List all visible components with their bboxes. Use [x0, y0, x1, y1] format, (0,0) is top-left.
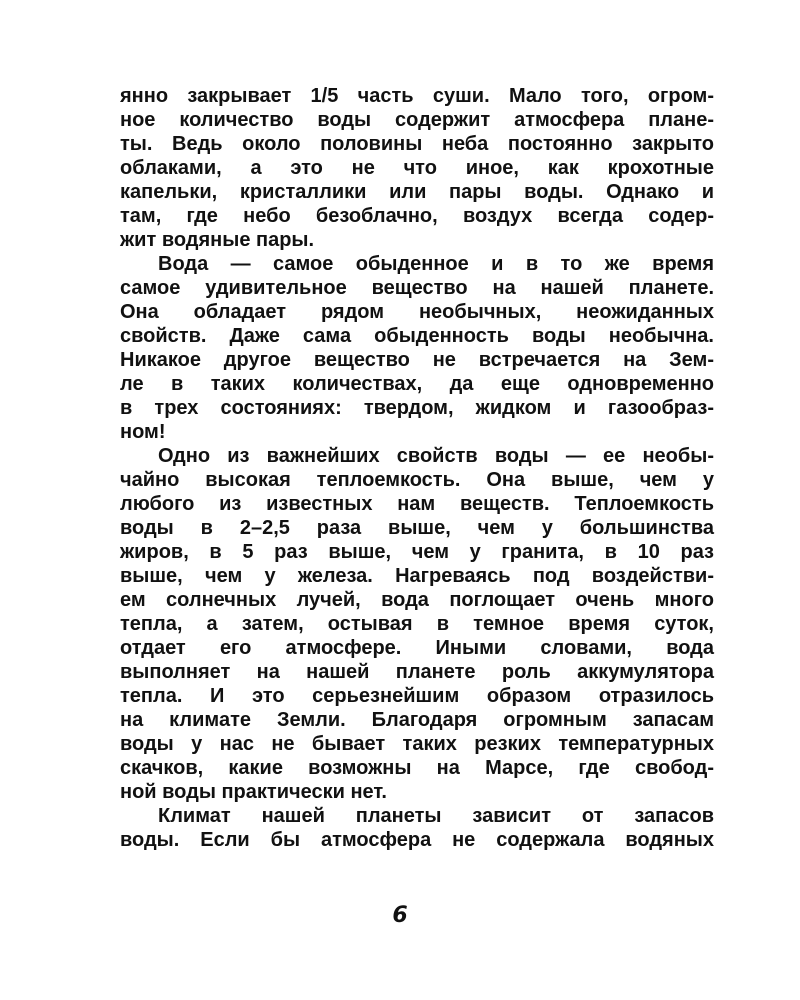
text-line: облаками, а это не что иное, как крохотные	[120, 157, 714, 179]
text-line: выполняет на нашей планете роль аккумулятора	[120, 661, 714, 683]
paragraph-4	[120, 804, 714, 852]
page-number: 6	[392, 903, 408, 928]
text-line: выше, чем у железа. Нагреваясь под воздействи-	[120, 565, 714, 587]
paragraph-1	[120, 84, 714, 252]
text-line: ты. Ведь около половины неба постоянно закрыто	[120, 133, 714, 155]
text-line: капельки, кристаллики или пары воды. Однако и	[120, 181, 714, 203]
text-line: Одно из важнейших свойств воды — ее необы-	[158, 445, 714, 467]
text-line: воды у нас не бывает таких резких температурных	[120, 733, 714, 755]
text-line: там, где небо безоблачно, воздух всегда содер-	[120, 205, 714, 227]
text-line: жиров, в 5 раз выше, чем у гранита, в 10 раз	[120, 541, 714, 563]
text-line: Вода — самое обыденное и в то же время	[158, 253, 714, 275]
text-line: Климат нашей планеты зависит от запасов	[158, 805, 714, 827]
text-line: ем солнечных лучей, вода поглощает очень много	[120, 589, 714, 611]
paragraph-2	[120, 252, 714, 444]
text-line: тепла, а затем, остывая в темное время суток,	[120, 613, 714, 635]
text-line: Никакое другое вещество не встречается на Зем-	[120, 349, 714, 371]
text-line: свойств. Даже сама обыденность воды необычна.	[120, 325, 714, 347]
text-line: в трех состояниях: твердом, жидком и газообраз-	[120, 397, 714, 419]
body-text	[120, 84, 714, 852]
text-line: жит водяные пары.	[120, 229, 315, 251]
text-line: любого из известных нам веществ. Теплоемкость	[120, 493, 714, 515]
paragraph-3	[120, 444, 714, 804]
text-line: отдает его атмосфере. Иными словами, вода	[120, 637, 714, 659]
text-line: ной воды практически нет.	[120, 781, 387, 803]
text-line: на климате Земли. Благодаря огромным запасам	[120, 709, 714, 731]
text-line: ном!	[120, 421, 166, 443]
text-line: тепла. И это серьезнейшим образом отразилось	[120, 685, 714, 707]
text-line: Она обладает рядом необычных, неожиданных	[120, 301, 714, 323]
text-line: чайно высокая теплоемкость. Она выше, чем у	[120, 469, 714, 491]
text-line: ное количество воды содержит атмосфера плане-	[120, 109, 714, 131]
text-line: янно закрывает 1/5 часть суши. Мало того, огром-	[120, 85, 714, 107]
text-line: ле в таких количествах, да еще одновременно	[120, 373, 714, 395]
text-line: скачков, какие возможны на Марсе, где свобод-	[120, 757, 714, 779]
text-line: воды. Если бы атмосфера не содержала водяных	[120, 829, 714, 851]
text-line: самое удивительное вещество на нашей планете.	[120, 277, 714, 299]
text-line: воды в 2–2,5 раза выше, чем у большинства	[120, 517, 714, 539]
